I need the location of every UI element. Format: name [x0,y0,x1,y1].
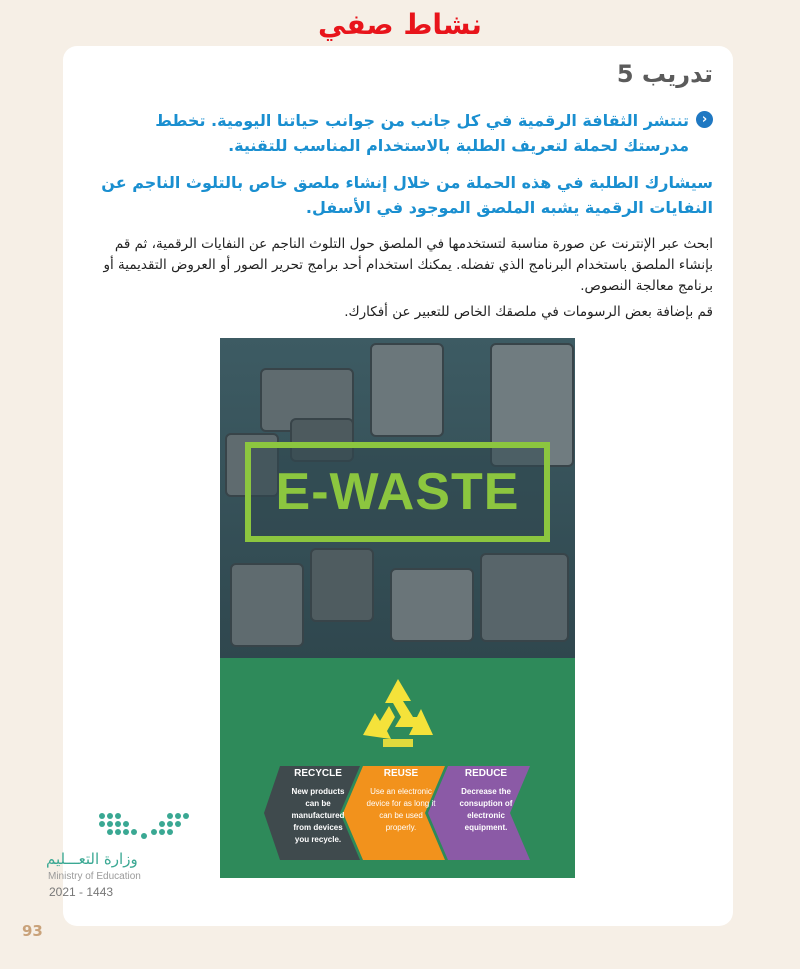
ewaste-headline-frame [245,442,550,542]
appliance-illustration [310,548,374,622]
chevron-bullet-icon: ‹ [696,111,713,128]
intro-paragraph [93,108,713,158]
reduce-chevron-text [446,758,526,834]
poster-appliance-collage [220,338,575,658]
poster-recycle-section [220,658,575,878]
edition-year: 2021 - 1443 [49,885,114,899]
appliance-illustration [480,553,569,642]
ewaste-headline: E-WASTE [275,463,520,521]
exercise-title: تدريب 5 [616,60,713,88]
page-header-title: نشاط صفي [318,8,482,41]
reduce-description: Decrease the consuption of electronic equipment. [459,787,513,832]
reuse-chevron-text [360,758,442,834]
ewaste-poster [220,338,575,878]
recycle-icon [353,673,443,753]
appliance-illustration [370,343,444,437]
campaign-paragraph: سيشارك الطلبة في هذه الحملة من خلال إنشاء ملصق خاص بالتلوث الناجم عن النفايات الرقمية يشبه الملصق الموجود في الأسفل. [101,173,713,217]
vacuum-illustration [390,568,474,642]
recycle-title: RECYCLE [294,768,342,779]
ministry-logo-icon [96,810,192,846]
ministry-name-arabic: وزارة التعـــليم [46,850,138,868]
recycle-description: New products can be manufactured from devices you recycle. [291,787,345,844]
recycle-chevron-text [280,758,356,846]
drawing-instruction: قم بإضافة بعض الرسومات في ملصقك الخاص للتعبير عن أفكارك. [344,304,713,320]
page-number: 93 [22,922,43,940]
reduce-title: REDUCE [464,768,508,779]
battery-illustration [230,563,304,647]
instruction-paragraph: ابحث عبر الإنترنت عن صورة مناسبة لتستخدمها في الملصق حول التلوث الناجم عن النفايات الرقمية، ثم قم بإنشاء الملصق باستخدام البرنامج الذي تفضله. يمكنك استخدام أحد برامج تحرير الصور أو العروض التقديمية أو برنامج معالجة النصوص. [103,236,713,294]
intro-text: تنتشر الثقافة الرقمية في كل جانب من جوانب حياتنا اليومية. تخطط مدرستك لحملة لتعريف الطلبة بالاستخدام المناسب للتقنية. [155,111,689,155]
content-card [63,46,733,926]
ministry-name-english: Ministry of Education [48,871,141,882]
reuse-title: REUSE [383,768,419,779]
reuse-description: Use an electronic device for as long it can be used properly. [366,787,436,832]
